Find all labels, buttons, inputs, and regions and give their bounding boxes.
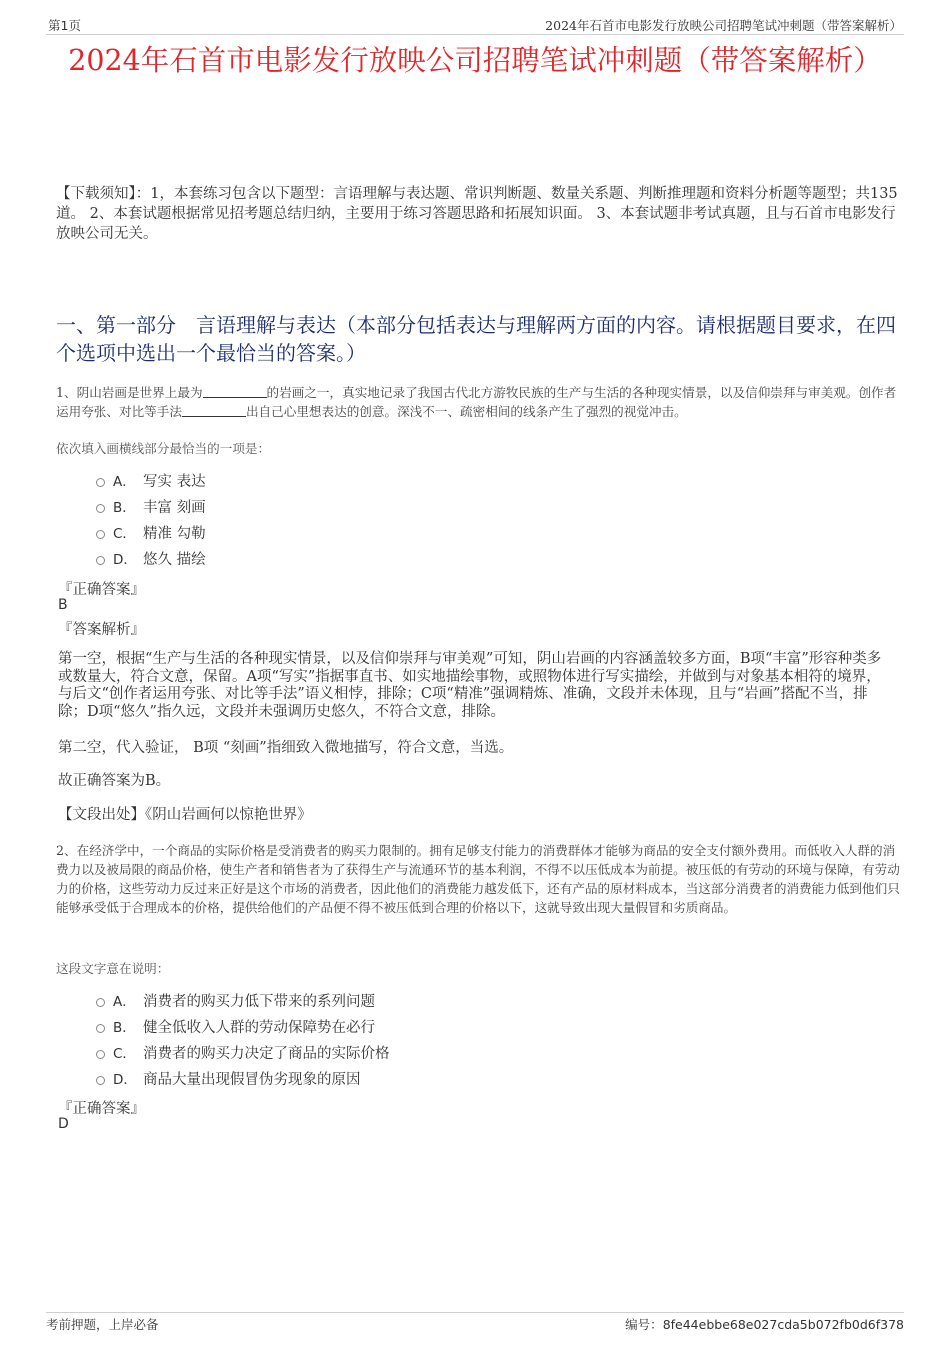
header-doc-title: 2024年石首市电影发行放映公司招聘笔试冲刺题（带答案解析） xyxy=(545,18,902,33)
fill-blank-2 xyxy=(182,404,246,417)
radio-button[interactable] xyxy=(96,530,105,539)
question-1-stem-part-b: 的岩画之一，真实地记录了我国古代北方游牧民族的生产与生活的各种现实情景，以及信仰崇拜与审美观。创作者运用夸张、对比等手法 xyxy=(56,385,897,419)
page-footer xyxy=(46,1312,904,1335)
option-c[interactable] xyxy=(96,519,206,545)
question-2-prompt: 这段文字意在说明： xyxy=(56,961,170,976)
option-key: D． xyxy=(113,552,137,568)
option-key: B． xyxy=(113,1020,136,1036)
radio-button[interactable] xyxy=(96,478,105,487)
download-notice: 【下载须知】：1，本套练习包含以下题型：言语理解与表达题、常识判断题、数量关系题、判断推理题和资料分析题等题型；共135道。 2、本套试题根据常见招考题总结归纳，主要用于练习答题思路和拓展知识面。 3、本套试题非考试真题，且与石首市电影发行放映公司无关。 xyxy=(56,186,898,242)
analysis-label: 『答案解析』 xyxy=(58,622,145,638)
option-d[interactable] xyxy=(96,545,206,571)
option-key: A． xyxy=(113,994,136,1010)
document-code xyxy=(625,1315,904,1333)
answer-value: B xyxy=(58,597,68,613)
option-a[interactable] xyxy=(96,987,390,1013)
question-1-stem xyxy=(56,383,902,421)
answer-label: 『正确答案』 xyxy=(58,582,145,598)
page-number: 第1页 xyxy=(48,18,81,33)
option-b[interactable] xyxy=(96,493,206,519)
option-text: 消费者的购买力决定了商品的实际价格 xyxy=(143,1045,390,1062)
option-d[interactable] xyxy=(96,1065,390,1091)
question-1-options xyxy=(96,467,206,571)
analysis-paragraph-1: 第一空，根据“生产与生活的各种现实情景，以及信仰崇拜与审美观”可知，阴山岩画的内容涵盖较多方面，B项“丰富”形容种类多或数量大，符合文意，保留。A项“写实”指据事直书、如实地描绘事物，或照物体进行写实描绘，并做到与对象基本相符的境界，与后文“创作者运用夸张、对比等手法”语义相悖，排除；C项“精准”强调精炼、准确，文段并未体现，且与“岩画”搭配不当，排除；D项“悠久”指久远，文段并未强调历史悠久，不符合文意，排除。 xyxy=(58,651,882,720)
page-title: 2024年石首市电影发行放映公司招聘笔试冲刺题（带答案解析） xyxy=(68,44,882,77)
radio-button[interactable] xyxy=(96,1076,105,1085)
question-2-options xyxy=(96,987,390,1091)
option-key: B． xyxy=(113,500,136,516)
answer-value: D xyxy=(58,1116,69,1132)
option-key: C． xyxy=(113,1046,136,1062)
section-heading: 一、第一部分 言语理解与表达（本部分包括表达与理解两方面的内容。请根据题目要求，在四个选项中选出一个最恰当的答案。） xyxy=(56,313,896,365)
answer-label: 『正确答案』 xyxy=(58,1101,145,1117)
radio-button[interactable] xyxy=(96,504,105,513)
question-1-stem-part-c: 出自己心里想表达的创意。深浅不一、疏密相间的线条产生了强烈的视觉冲击。 xyxy=(245,404,687,419)
option-text: 丰富 刻画 xyxy=(143,499,206,516)
source-citation: 【文段出处】《阴山岩画何以惊艳世界》 xyxy=(58,807,312,823)
option-text: 消费者的购买力低下带来的系列问题 xyxy=(143,993,375,1010)
option-key: D． xyxy=(113,1072,137,1088)
option-text: 悠久 描绘 xyxy=(143,551,206,568)
option-text: 健全低收入人群的劳动保障势在必行 xyxy=(143,1019,375,1036)
option-b[interactable] xyxy=(96,1013,390,1039)
fill-blank-1 xyxy=(203,385,267,398)
radio-button[interactable] xyxy=(96,1050,105,1059)
footer-slogan: 考前押题，上岸必备 xyxy=(46,1317,159,1332)
question-1-prompt: 依次填入画横线部分最恰当的一项是： xyxy=(56,441,271,456)
code-value: 8fe44ebbe68e027cda5b072fb0d6f378 xyxy=(662,1317,904,1332)
question-1-stem-part-a: 1、阴山岩画是世界上最为 xyxy=(56,385,203,400)
radio-button[interactable] xyxy=(96,998,105,1007)
option-text: 精准 勾勒 xyxy=(143,525,206,542)
analysis-paragraph-2: 第二空，代入验证， B项 “刻画”指细致入微地描写，符合文意，当选。 xyxy=(58,740,514,756)
page-header xyxy=(46,14,904,35)
option-key: A． xyxy=(113,474,136,490)
option-c[interactable] xyxy=(96,1039,390,1065)
question-2-stem: 2、在经济学中，一个商品的实际价格是受消费者的购买力限制的。拥有足够支付能力的消费群体才能够为商品的安全支付额外费用。而低收入人群的消费力以及被局限的商品价格，使生产者和销售者为了获得生产与流通环节的基本利润，不得不以压低成本为前提。被压低的有劳动的环境与保障，有劳动力的价格，这些劳动力反过来正好是这个市场的消费者，因此他们的消费能力越发低下，还有产品的原材料成本，当这部分消费者的消费能力低到他们只能够承受低于合理成本的价格，提供给他们的产品便不得不被压低到合理的价格以下，这就导致出现大量假冒和劣质商品。 xyxy=(56,843,900,915)
analysis-paragraph-3: 故正确答案为B。 xyxy=(58,773,171,789)
radio-button[interactable] xyxy=(96,1024,105,1033)
option-text: 商品大量出现假冒伪劣现象的原因 xyxy=(143,1071,361,1088)
option-a[interactable] xyxy=(96,467,206,493)
option-key: C． xyxy=(113,526,136,542)
code-label: 编号： xyxy=(625,1317,663,1332)
option-text: 写实 表达 xyxy=(143,473,206,490)
radio-button[interactable] xyxy=(96,556,105,565)
